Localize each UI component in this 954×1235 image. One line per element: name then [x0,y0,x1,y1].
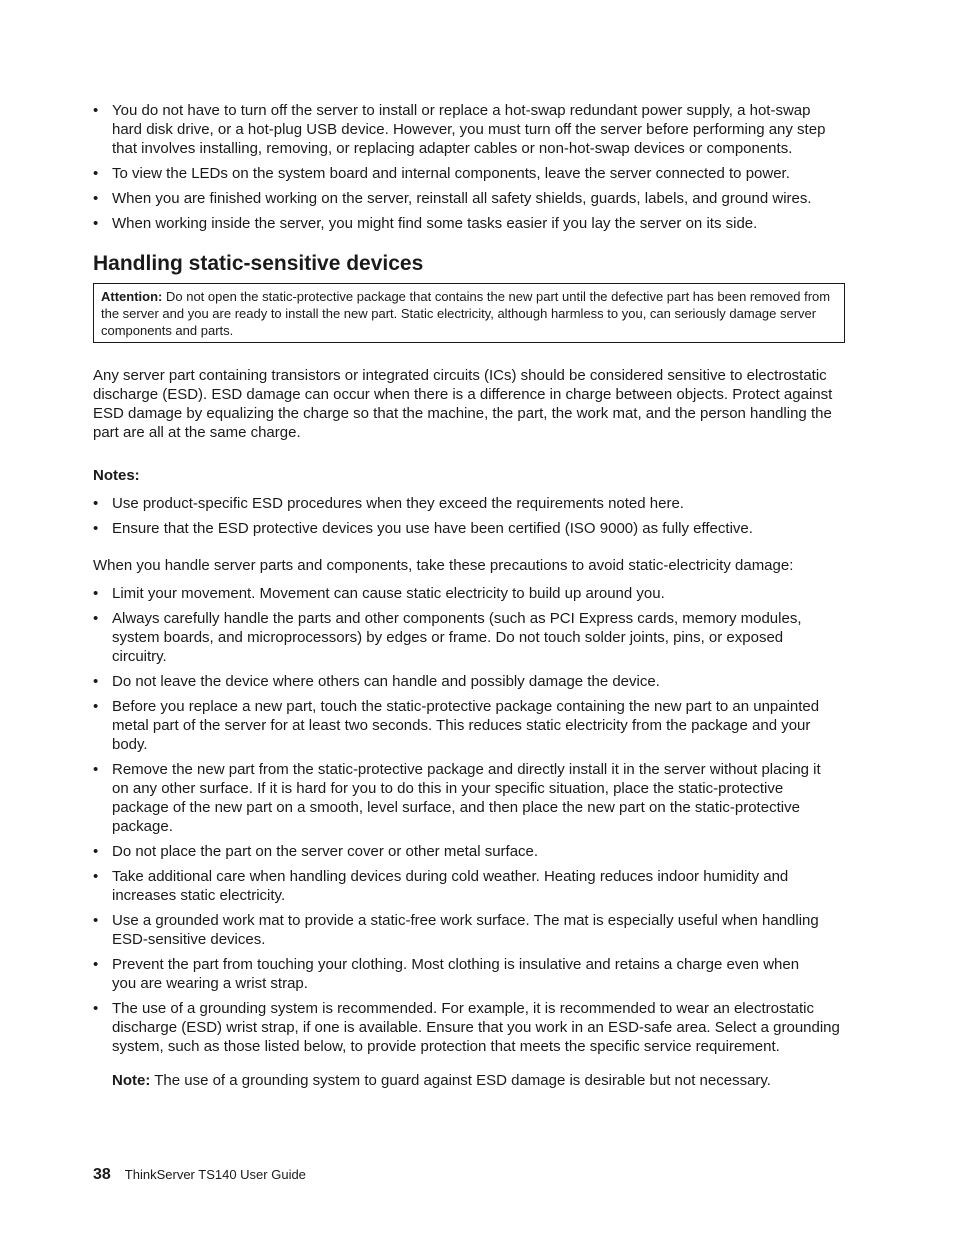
list-item: • Before you replace a new part, touch the static-protective package containing the new part to an unpainted metal part of the server for at least two seconds. This reduces static electricity from the package and your body. [93,698,820,753]
list-item: • Do not place the part on the server cover or other metal surface. [93,843,539,860]
list-item: • Always carefully handle the parts and other components (such as PCI Express cards, memory modules, system boards, and microprocessors) by edges or frame. Do not touch solder joints, pins, or exposed circuitry. [93,610,802,665]
bullet-icon: • [93,673,99,690]
list-item: • Limit your movement. Movement can cause static electricity to build up around you. [93,585,665,602]
note-text: The use of a grounding system to guard against ESD damage is desirable but not necessary. [150,1072,771,1089]
precautions-list [93,584,845,1056]
intro-bullet-list [93,101,845,233]
bullet-icon: • [93,868,99,885]
bullet-icon: • [93,761,99,778]
bullet-icon: • [93,495,99,512]
document-page [93,101,845,1090]
list-item: • The use of a grounding system is recommended. For example, it is recommended to wear an electrostatic discharge (ESD) wrist strap, if one is available. Ensure that you work in an ESD-safe area. Select a grounding system, such as those listed below, to provide protection that meets the specific service requirement. [93,1000,840,1055]
list-item: • Use a grounded work mat to provide a static-free work surface. The mat is especially useful when handling ESD-sensitive devices. [93,912,819,948]
precautions-intro: When you handle server parts and components, take these precautions to avoid static-electricity damage: [93,557,794,574]
list-item: • When you are finished working on the server, reinstall all safety shields, guards, labels, and ground wires. [93,190,812,207]
bullet-icon: • [93,520,99,537]
attention-box [93,283,845,343]
list-item: • You do not have to turn off the server to install or replace a hot-swap redundant power supply, a hot-swap hard disk drive, or a hot-plug USB device. However, you must turn off the server before performing any step that involves installing, removing, or replacing adapter cables or non-hot-swap devices or components. [93,102,826,157]
list-item: • To view the LEDs on the system board and internal components, leave the server connected to power. [93,165,790,182]
bullet-icon: • [93,165,99,182]
bullet-icon: • [93,102,99,119]
esd-paragraph: Any server part containing transistors or integrated circuits (ICs) should be considered sensitive to electrostatic discharge (ESD). ESD damage can occur when there is a difference in charge between objects. Protect against ESD damage by equalizing the charge so that the machine, the part, the work mat, and the person handling the part are all at the same charge. [93,367,833,441]
grounding-note [93,1071,845,1090]
notes-label: Notes: [93,467,140,484]
bullet-icon: • [93,956,99,973]
bullet-icon: • [93,215,99,232]
bullet-icon: • [93,698,99,715]
bullet-icon: • [93,843,99,860]
bullet-icon: • [93,912,99,929]
attention-label: Attention: [101,289,163,304]
bullet-icon: • [93,610,99,627]
notes-list [93,494,845,538]
list-item: • Use product-specific ESD procedures when they exceed the requirements noted here. [93,495,684,512]
page-number: 38 [93,1166,111,1183]
page-footer [93,1165,306,1185]
bullet-icon: • [93,585,99,602]
list-item: • Prevent the part from touching your clothing. Most clothing is insulative and retains a charge even when you are wearing a wrist strap. [93,956,800,992]
list-item: • When working inside the server, you might find some tasks easier if you lay the server on its side. [93,215,758,232]
list-item: • Remove the new part from the static-protective package and directly install it in the server without placing it on any other surface. If it is hard for you to do this in your specific situation, place the static-protective package of the new part on a smooth, level surface, and then place the new part on the static-protective package. [93,761,821,835]
list-item: • Take additional care when handling devices during cold weather. Heating reduces indoor humidity and increases static electricity. [93,868,789,904]
section-heading: Handling static-sensitive devices [93,252,424,275]
note-label: Note: [112,1072,151,1089]
list-item: • Do not leave the device where others can handle and possibly damage the device. [93,673,660,690]
bullet-icon: • [93,190,99,207]
document-title: ThinkServer TS140 User Guide [124,1167,306,1182]
attention-text: Do not open the static-protective package that contains the new part until the defective part has been removed from the server and you are ready to install the new part. Static electricity, although harmless to you, can seriously damage server components and parts. [101,289,831,338]
bullet-icon: • [93,1000,99,1017]
list-item: • Ensure that the ESD protective devices you use have been certified (ISO 9000) as fully effective. [93,520,753,537]
